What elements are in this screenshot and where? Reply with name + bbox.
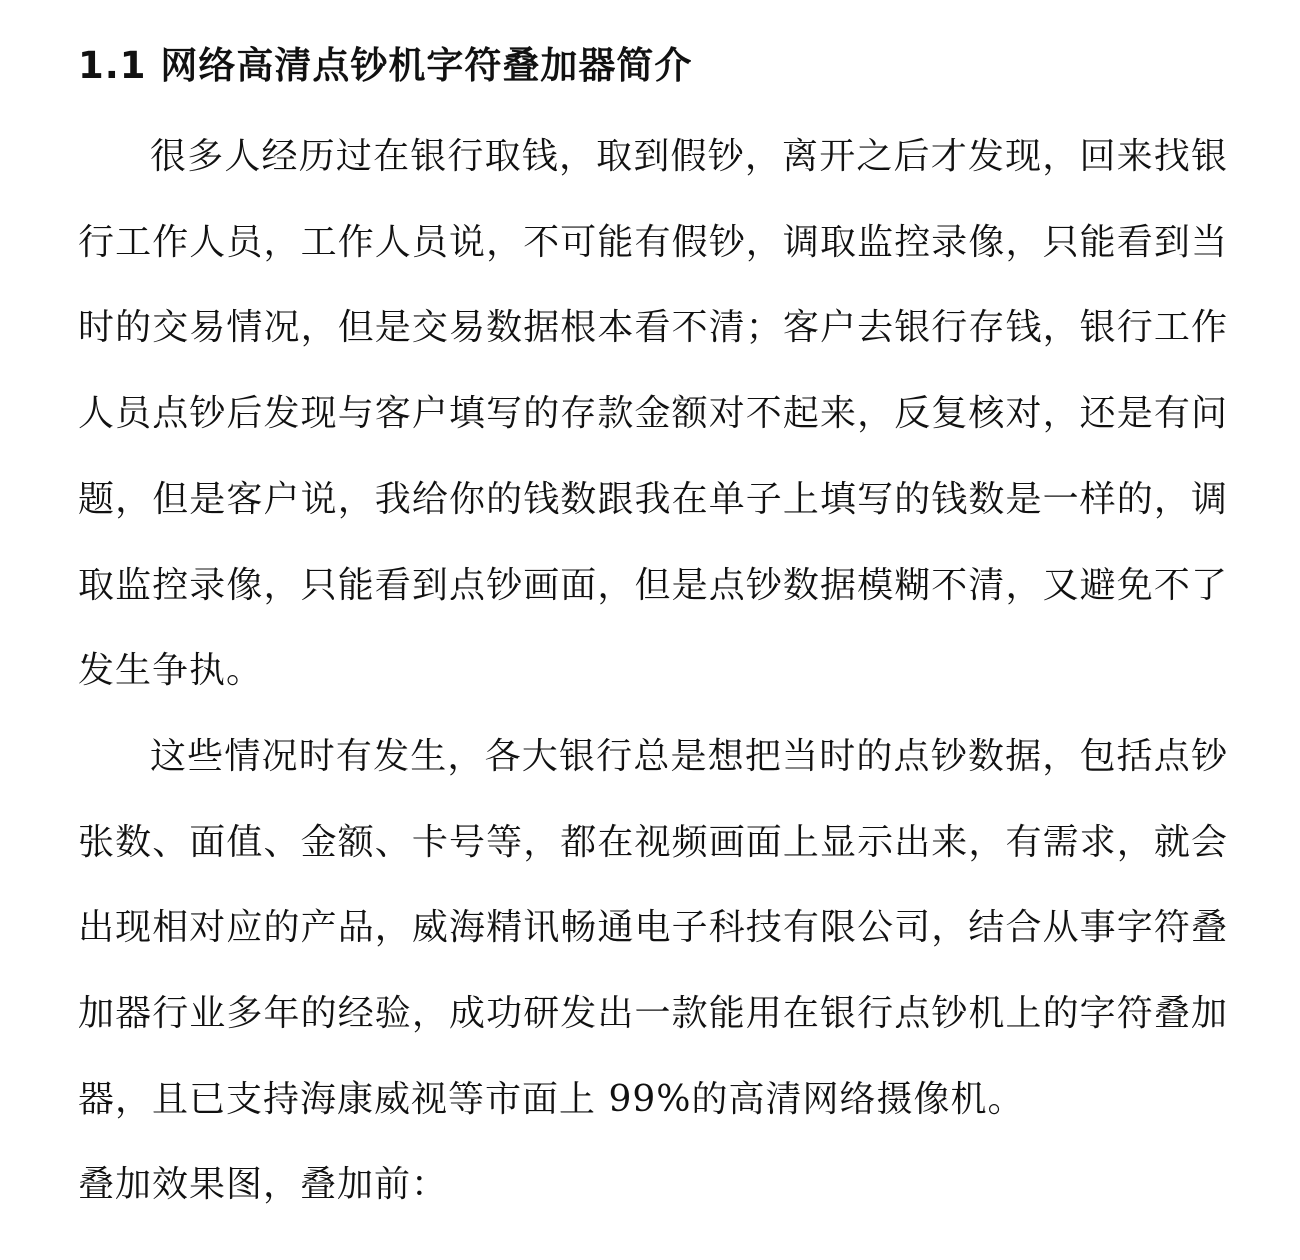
document-page: [78, 34, 1228, 1228]
paragraph-2: 这些情况时有发生，各大银行总是想把当时的点钞数据，包括点钞张数、面值、金额、卡号等，都在视频画面上显示出来，有需求，就会出现相对应的产品，威海精讯畅通电子科技有限公司，结合从事字符叠加器行业多年的经验，成功研发出一款能用在银行点钞机上的字符叠加器，且已支持海康威视等市面上 99%的高清网络摄像机。: [78, 735, 1228, 1120]
paragraph-1: 很多人经历过在银行取钱，取到假钞，离开之后才发现，回来找银行工作人员，工作人员说，不可能有假钞，调取监控录像，只能看到当时的交易情况，但是交易数据根本看不清；客户去银行存钱，银行工作人员点钞后发现与客户填写的存款金额对不起来，反复核对，还是有问题，但是客户说，我给你的钱数跟我在单子上填写的钱数是一样的，调取监控录像，只能看到点钞画面，但是点钞数据模糊不清，又避免不了发生争执。: [78, 136, 1228, 692]
figure-caption: 叠加效果图，叠加前：: [78, 1164, 449, 1206]
section-heading: 1.1 网络高清点钞机字符叠加器简介: [78, 44, 693, 87]
